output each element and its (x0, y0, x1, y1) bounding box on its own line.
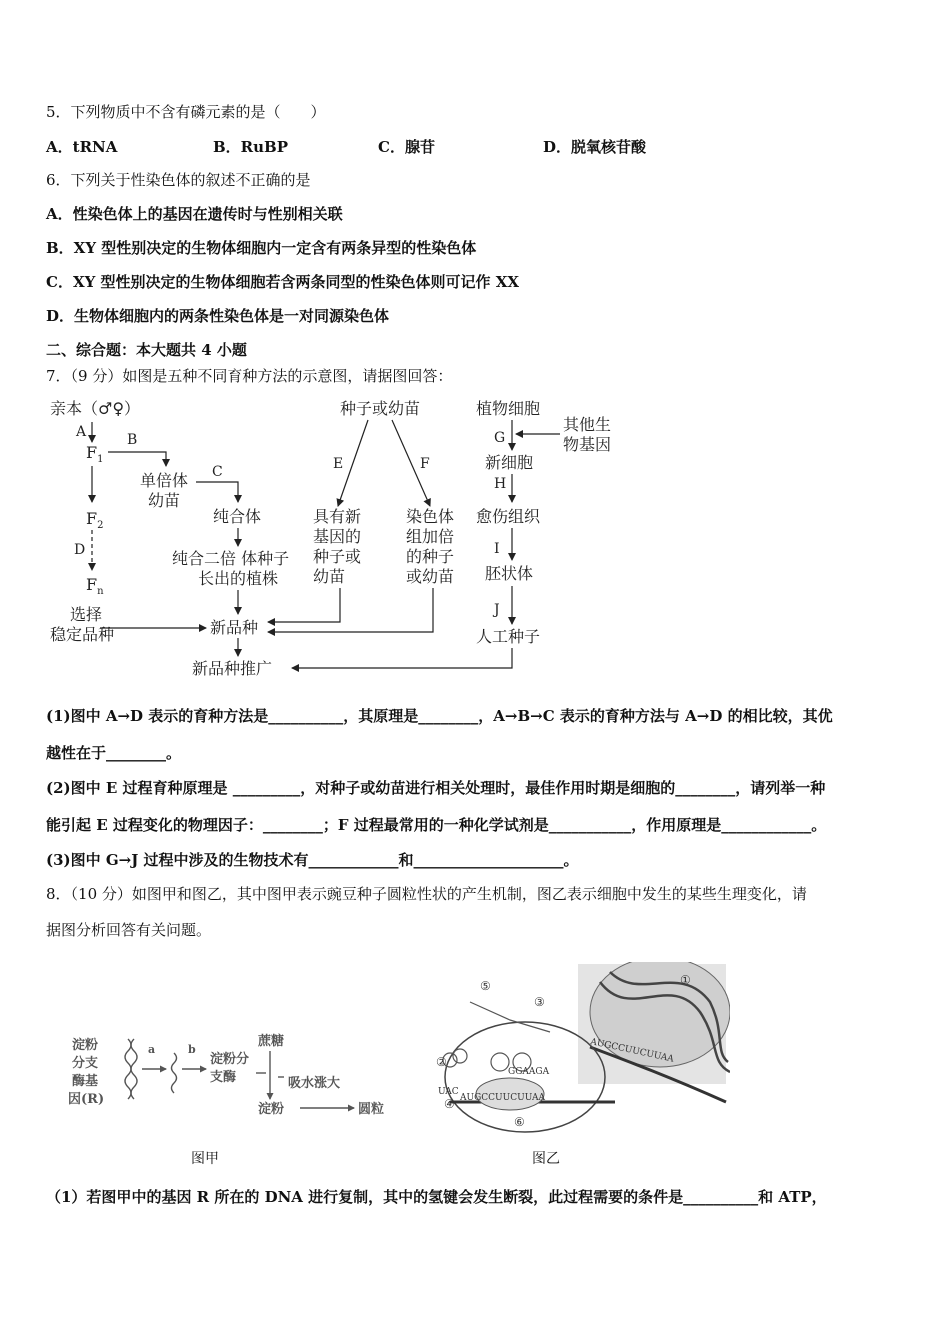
label-i: I (494, 541, 500, 557)
gene-label-1: 淀粉 (72, 1038, 99, 1053)
round-label: 圆粒 (358, 1102, 385, 1117)
q7-sub2-line2: 能引起 E 过程变化的物理因子：________；F 过程最常用的一种化学试剂是___________，作用原理是____________。 (46, 816, 827, 834)
label-f: F (420, 456, 430, 472)
artificial-seed-label: 人工种子 (476, 627, 541, 646)
codon-label: GGAAGA (508, 1067, 550, 1077)
arrow-haploid-homozygote (196, 482, 238, 502)
q8-stem-line1: 8．（10 分）如图甲和图乙，其中图甲表示豌豆种子圆粒性状的产生机制，图乙表示细胞中发生的某些生理变化，请 (46, 885, 807, 903)
f2-label: $F_2$ (86, 509, 104, 531)
new-cell-label: 新细胞 (485, 453, 534, 472)
figure-a (60, 1025, 410, 1135)
newgene-label-3: 种子或 (313, 547, 362, 566)
figure-b (430, 962, 730, 1142)
arrow-newgene-newvariety (268, 588, 340, 622)
anticodon-label: UAC (438, 1087, 459, 1097)
q7-sub1-line1: (1)图中 A→D 表示的育种方法是__________，其原理是________，A→B→C 表示的育种方法与 A→D 的相比较，其优 (46, 707, 833, 725)
newgene-label-4: 幼苗 (313, 567, 346, 586)
plant-cell-label: 植物细胞 (476, 399, 541, 418)
callus-label: 愈伤组织 (476, 507, 541, 526)
embryoid-label: 胚状体 (485, 564, 534, 583)
newgene-label-1: 具有新 (313, 507, 362, 526)
q5-stem: 5．下列物质中不含有磷元素的是（ ） (46, 103, 326, 121)
q5-option-d: D．脱氧核苷酸 (543, 138, 647, 156)
marker-2: ② (436, 1055, 447, 1069)
q5-option-a: A．tRNA (46, 138, 118, 156)
starch-label: 淀粉 (258, 1102, 285, 1117)
polyploid-label-3: 的种子 (406, 547, 455, 566)
breeding-diagram (0, 390, 950, 690)
dna-strand-2 (131, 1039, 137, 1099)
polyploid-label-1: 染色体 (406, 507, 455, 526)
arrow-polyploid-newvariety (268, 588, 433, 632)
marker-4: ④ (444, 1097, 455, 1111)
marker-6: ⑥ (514, 1115, 525, 1129)
section-heading: 二、综合题：本大题共 4 小题 (46, 341, 247, 359)
diploid-label-1: 纯合二倍 体种子 (172, 549, 290, 568)
mrna-strand (172, 1053, 177, 1093)
q7-sub2-line1: (2)图中 E 过程育种原理是 _________，对种子或幼苗进行相关处理时，最佳作用时期是细胞的________，请列举一种 (46, 779, 826, 797)
label-h: H (494, 476, 507, 492)
enzyme-label-2: 支酶 (210, 1070, 237, 1085)
q6-option-a: A．性染色体上的基因在遗传时与性别相关联 (46, 205, 343, 223)
q7-sub1-line2: 越性在于________。 (46, 744, 182, 762)
diploid-label-2: 长出的植株 (198, 569, 279, 588)
figure-a-caption: 图甲 (191, 1151, 219, 1167)
other-gene-label-2: 物基因 (563, 435, 612, 454)
select-label-1: 选择 (70, 605, 103, 624)
marker-1: ① (680, 973, 691, 987)
gene-label-2: 分支 (72, 1056, 99, 1071)
arrow-seed-promotion (292, 648, 512, 668)
q8-sub1: （1）若图甲中的基因 R 所在的 DNA 进行复制，其中的氢键会发生断裂，此过程需要的条件是__________和 ATP， (46, 1188, 827, 1206)
promotion-label: 新品种推广 (192, 659, 273, 678)
q6-option-b: B．XY 型性别决定的生物体细胞内一定含有两条异型的性染色体 (46, 239, 477, 257)
label-e: E (333, 456, 344, 472)
marker-5: ⑤ (480, 979, 491, 993)
q7-stem: 7．（9 分）如图是五种不同育种方法的示意图，请据图回答： (46, 367, 453, 385)
q8-stem-line2: 据图分析回答有关问题。 (46, 921, 212, 939)
ribosome-sequence: AUGCCUUCUUAA (460, 1093, 545, 1103)
haploid-label-2: 幼苗 (148, 491, 181, 510)
fn-label: $F_n$ (86, 575, 104, 597)
q5-option-c: C．腺苷 (378, 138, 435, 156)
label-g: G (494, 430, 506, 446)
label-a-small: a (148, 1043, 156, 1056)
q6-stem: 6．下列关于性染色体的叙述不正确的是 (46, 171, 311, 189)
new-variety-label: 新品种 (210, 618, 259, 637)
figure-b-caption: 图乙 (532, 1151, 560, 1167)
nucleus-sequence: AUGCCUUCUUAA (589, 1037, 675, 1065)
q5-option-b: B．RuBP (213, 138, 289, 156)
q7-sub3: (3)图中 G→J 过程中涉及的生物技术有____________和____________________。 (46, 851, 579, 869)
absorb-label: 吸水涨大 (288, 1076, 341, 1091)
haploid-label-1: 单倍体 (140, 471, 189, 490)
label-d: D (74, 542, 86, 558)
parents-label: 亲本（♂♀） (50, 399, 141, 418)
gene-label-4: 因(R) (68, 1092, 105, 1107)
label-a: A (76, 424, 87, 440)
q6-option-d: D．生物体细胞内的两条性染色体是一对同源染色体 (46, 307, 390, 325)
polyploid-label-4: 或幼苗 (406, 567, 455, 586)
gene-label-3: 酶基 (72, 1074, 99, 1089)
label-b-small: b (188, 1043, 196, 1056)
trna-loop-3 (491, 1053, 509, 1071)
homozygote-label: 纯合体 (213, 507, 262, 526)
newgene-label-2: 基因的 (313, 527, 362, 546)
sucrose-label: 蔗糖 (258, 1034, 285, 1049)
q6-option-c: C．XY 型性别决定的生物体细胞若含两条同型的性染色体则可记作 XX (46, 273, 520, 291)
enzyme-label-1: 淀粉分 (210, 1052, 250, 1067)
dna-strand-1 (125, 1039, 131, 1099)
label-c: C (212, 464, 223, 480)
label-j: J (494, 602, 500, 618)
other-gene-label-1: 其他生 (563, 415, 612, 434)
marker-3: ③ (534, 995, 545, 1009)
select-label-2: 稳定品种 (50, 625, 115, 644)
label-b: B (127, 432, 138, 448)
f1-label: $F_1$ (86, 443, 104, 465)
seed-top-label: 种子或幼苗 (340, 399, 421, 418)
polyploid-label-2: 组加倍 (406, 527, 455, 546)
arrow-f1-haploid (108, 452, 166, 466)
